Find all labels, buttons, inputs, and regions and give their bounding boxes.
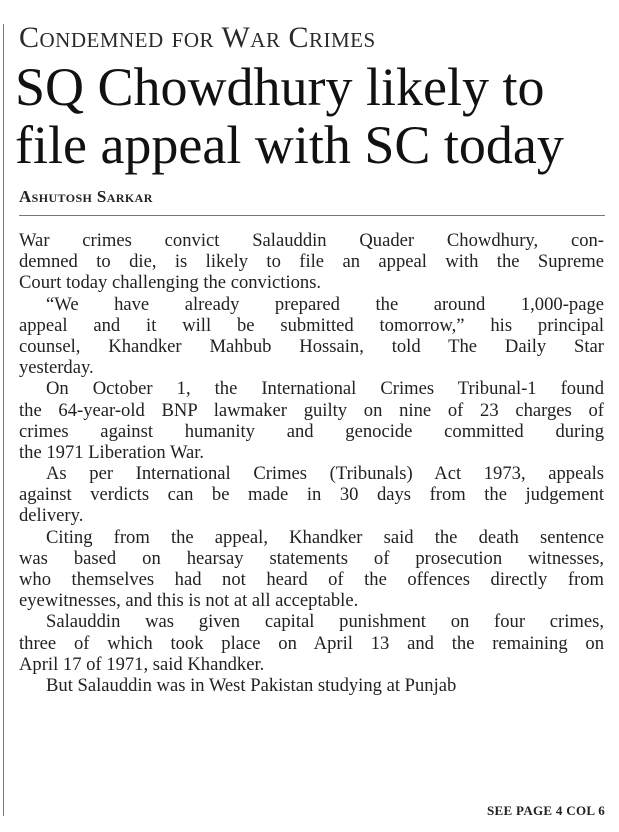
body-line: three of which took place on April 13 and the remaining on	[19, 632, 604, 654]
body-line: was based on hearsay statements of prosecution witnesses,	[19, 547, 604, 569]
body-line: But Salauddin was in West Pakistan studying at Punjab	[46, 674, 457, 696]
body-line: appeal and it will be submitted tomorrow,” his principal	[19, 314, 604, 336]
body-line: delivery.	[19, 505, 84, 527]
body-line: the 64-year-old BNP lawmaker guilty on nine of 23 charges of	[19, 399, 604, 421]
body-line: On October 1, the International Crimes Tribunal-1 found	[46, 378, 604, 400]
body-line: As per International Crimes (Tribunals) Act 1973, appeals	[46, 463, 604, 485]
column-rule	[3, 24, 4, 816]
body-line: eyewitnesses, and this is not at all acceptable.	[19, 590, 359, 612]
body-line: Court today challenging the convictions.	[19, 272, 322, 294]
body-line: counsel, Khandker Mahbub Hossain, told The Daily Star	[19, 335, 604, 357]
body-line: Salauddin was given capital punishment on four crimes,	[46, 611, 604, 633]
continuation-note: SEE PAGE 4 COL 6	[487, 803, 605, 818]
body-line: “We have already prepared the around 1,000-page	[46, 293, 604, 315]
byline: Ashutosh Sarkar	[19, 187, 153, 206]
body-line: April 17 of 1971, said Khandker.	[19, 653, 265, 675]
headline-line: file appeal with SC today	[15, 115, 564, 175]
body-line: who themselves had not heard of the offences directly from	[19, 569, 604, 590]
headline	[15, 58, 615, 174]
body-line: yesterday.	[19, 357, 94, 379]
article-body	[19, 230, 604, 696]
headline-line: SQ Chowdhury likely to	[15, 57, 545, 117]
body-line: demned to die, is likely to file an appeal with the Supreme	[19, 251, 604, 273]
body-line: against verdicts can be made in 30 days from the judgement	[19, 484, 604, 506]
byline-rule	[19, 215, 605, 216]
kicker: Condemned for War Crimes	[19, 21, 376, 54]
body-line: crimes against humanity and genocide committed during	[19, 420, 604, 442]
body-line: Citing from the appeal, Khandker said the death sentence	[46, 526, 604, 548]
body-line: the 1971 Liberation War.	[19, 441, 205, 463]
body-line: War crimes convict Salauddin Quader Chowdhury, con-	[19, 230, 604, 251]
